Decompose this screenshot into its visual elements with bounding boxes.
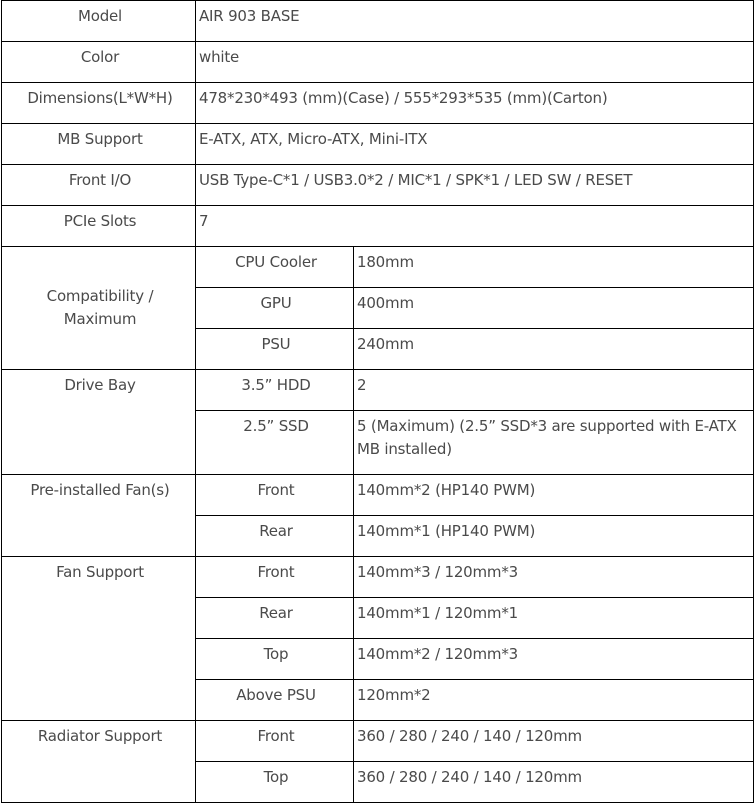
spec-table [1,0,754,803]
row-label-radiator-support: Radiator Support [2,721,196,803]
table-row [2,83,754,124]
row-value-color: white [196,42,754,83]
sub-label-pre-rear: Rear [196,516,354,557]
table-row [2,370,754,411]
sub-label-hdd: 3.5” HDD [196,370,354,411]
table-row [2,557,754,598]
sub-label-ssd: 2.5” SSD [196,411,354,475]
table-row [2,124,754,165]
sub-label-fan-rear: Rear [196,598,354,639]
sub-value-psu: 240mm [354,329,754,370]
row-label-pcie-slots: PCIe Slots [2,206,196,247]
sub-label-pre-front: Front [196,475,354,516]
table-row [2,42,754,83]
row-label-mb-support: MB Support [2,124,196,165]
sub-value-hdd: 2 [354,370,754,411]
sub-label-rad-top: Top [196,762,354,803]
row-value-mb-support: E-ATX, ATX, Micro-ATX, Mini-ITX [196,124,754,165]
table-row [2,206,754,247]
sub-label-fan-top: Top [196,639,354,680]
row-value-pcie-slots: 7 [196,206,754,247]
table-row [2,1,754,42]
row-label-front-io: Front I/O [2,165,196,206]
sub-label-fan-above-psu: Above PSU [196,680,354,721]
sub-label-rad-front: Front [196,721,354,762]
sub-value-ssd: 5 (Maximum) (2.5” SSD*3 are supported with E-ATX MB installed) [354,411,754,475]
sub-value-fan-rear: 140mm*1 / 120mm*1 [354,598,754,639]
row-label-preinstalled-fans: Pre-installed Fan(s) [2,475,196,557]
row-value-model: AIR 903 BASE [196,1,754,42]
sub-value-pre-rear: 140mm*1 (HP140 PWM) [354,516,754,557]
sub-value-rad-top: 360 / 280 / 240 / 140 / 120mm [354,762,754,803]
compatibility-label-text: Compatibility / Maximum [46,287,154,328]
row-value-dimensions: 478*230*493 (mm)(Case) / 555*293*535 (mm)(Carton) [196,83,754,124]
sub-value-fan-above-psu: 120mm*2 [354,680,754,721]
row-label-compatibility [2,247,196,370]
sub-value-fan-top: 140mm*2 / 120mm*3 [354,639,754,680]
row-label-color: Color [2,42,196,83]
row-label-model: Model [2,1,196,42]
sub-value-rad-front: 360 / 280 / 240 / 140 / 120mm [354,721,754,762]
sub-label-gpu: GPU [196,288,354,329]
row-label-dimensions: Dimensions(L*W*H) [2,83,196,124]
sub-value-cpu-cooler: 180mm [354,247,754,288]
table-row [2,165,754,206]
table-row [2,721,754,762]
sub-label-cpu-cooler: CPU Cooler [196,247,354,288]
table-row [2,247,754,288]
sub-value-fan-front: 140mm*3 / 120mm*3 [354,557,754,598]
sub-value-gpu: 400mm [354,288,754,329]
sub-label-fan-front: Front [196,557,354,598]
sub-value-pre-front: 140mm*2 (HP140 PWM) [354,475,754,516]
row-label-fan-support: Fan Support [2,557,196,721]
table-row [2,475,754,516]
row-value-front-io: USB Type-C*1 / USB3.0*2 / MIC*1 / SPK*1 / LED SW / RESET [196,165,754,206]
sub-label-psu: PSU [196,329,354,370]
row-label-drive-bay: Drive Bay [2,370,196,475]
